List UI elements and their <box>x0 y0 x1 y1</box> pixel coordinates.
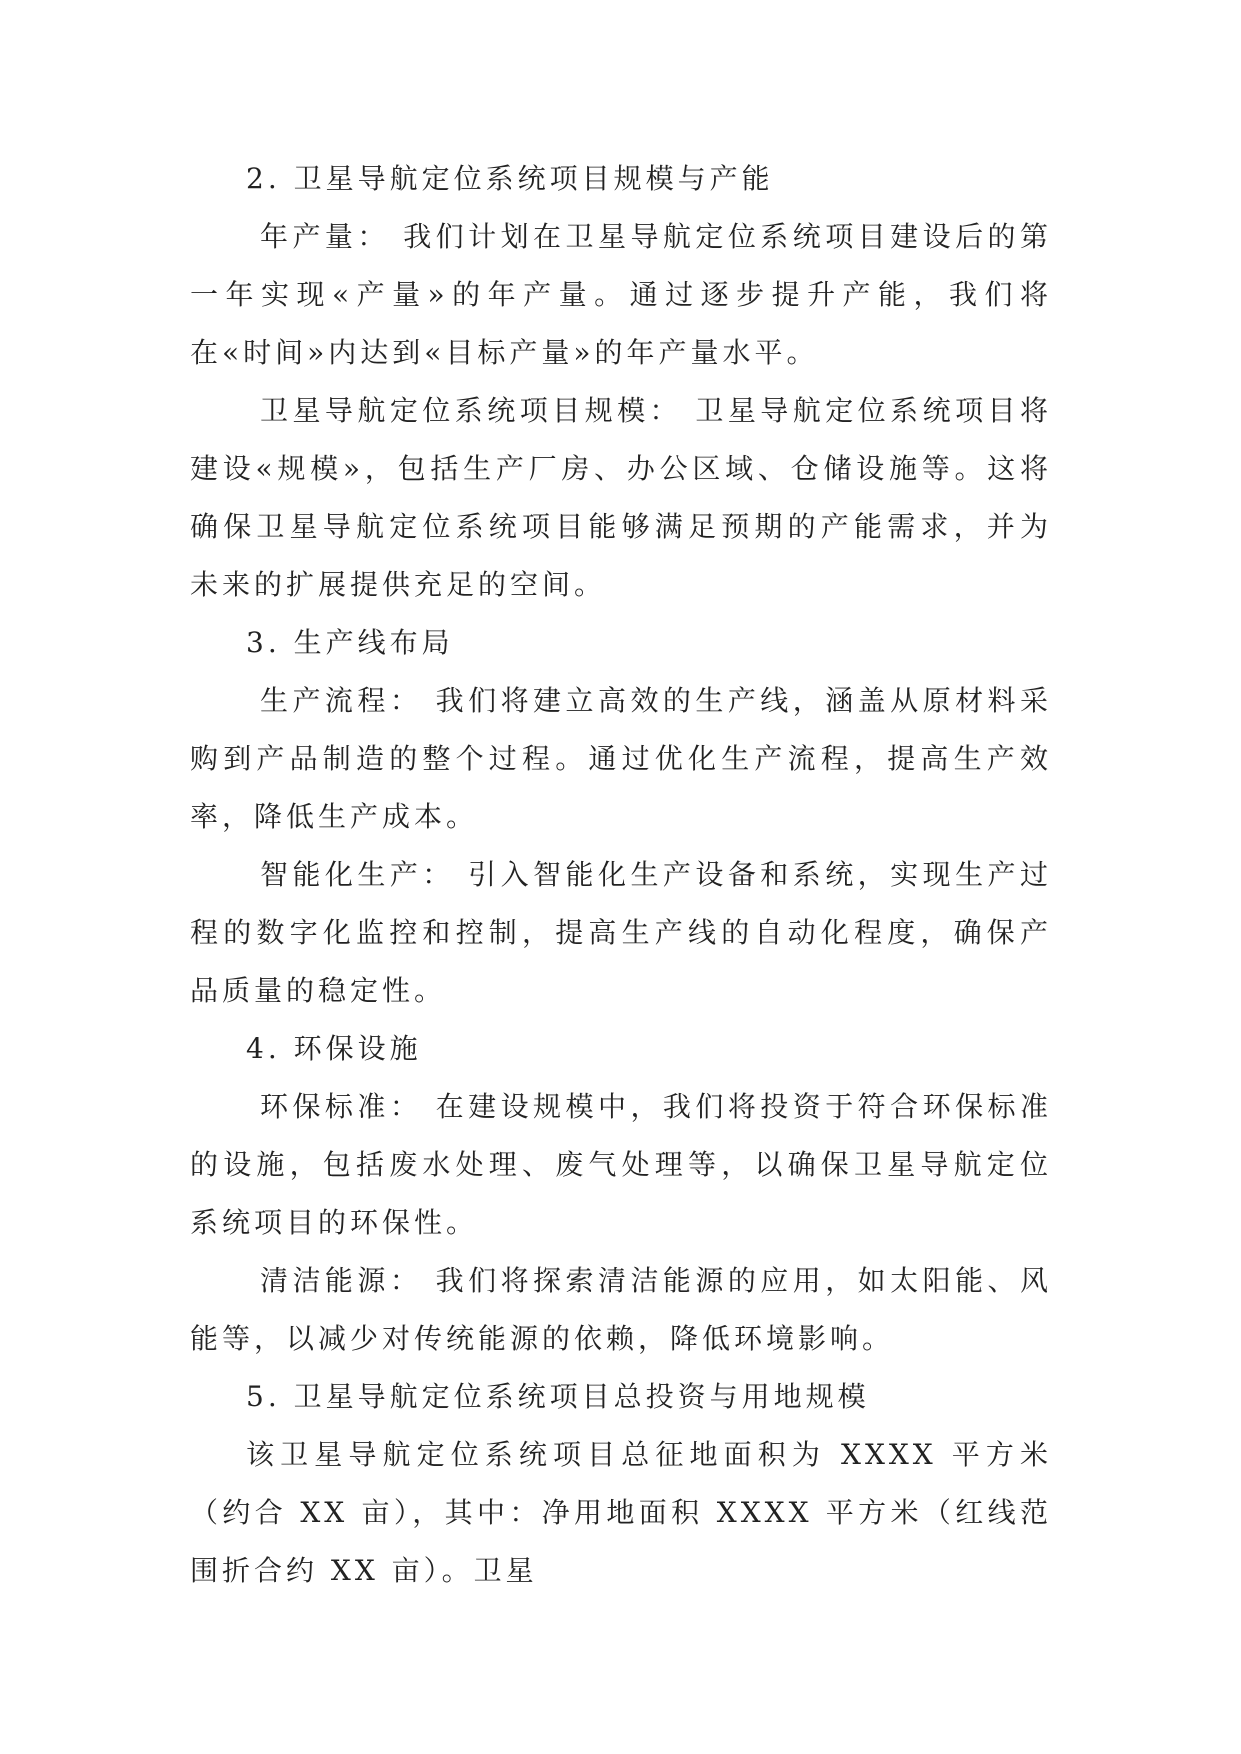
paragraph-smart-production: 智能化生产： 引入智能化生产设备和系统，实现生产过程的数字化监控和控制，提高生产线的自动化程度，确保产品质量的稳定性。 <box>190 858 1052 1007</box>
section-heading-2: 2. 卫星导航定位系统项目规模与产能 <box>246 162 774 195</box>
section-heading-4: 4. 环保设施 <box>246 1032 422 1065</box>
paragraph-land-use: 该卫星导航定位系统项目总征地面积为 XXXX 平方米（约合 XX 亩），其中：净用地面积 XXXX 平方米（红线范围折合约 XX 亩）。卫星 <box>190 1438 1052 1587</box>
paragraph-environmental-standards: 环保标准： 在建设规模中，我们将投资于符合环保标准的设施，包括废水处理、废气处理等，以确保卫星导航定位系统项目的环保性。 <box>190 1090 1052 1239</box>
section-heading-3: 3. 生产线布局 <box>246 626 454 659</box>
paragraph-annual-output: 年产量： 我们计划在卫星导航定位系统项目建设后的第一年实现«产量»的年产量。通过逐步提升产能，我们将在«时间»内达到«目标产量»的年产量水平。 <box>190 220 1052 369</box>
paragraph-clean-energy: 清洁能源： 我们将探索清洁能源的应用，如太阳能、风能等，以减少对传统能源的依赖，降低环境影响。 <box>190 1264 1052 1355</box>
document-body <box>190 150 1052 1600</box>
paragraph-project-scale: 卫星导航定位系统项目规模： 卫星导航定位系统项目将建设«规模»，包括生产厂房、办公区域、仓储设施等。这将确保卫星导航定位系统项目能够满足预期的产能需求，并为未来的扩展提供充足的空间。 <box>190 394 1052 601</box>
section-heading-5: 5. 卫星导航定位系统项目总投资与用地规模 <box>246 1380 870 1413</box>
paragraph-production-process: 生产流程： 我们将建立高效的生产线，涵盖从原材料采购到产品制造的整个过程。通过优化生产流程，提高生产效率，降低生产成本。 <box>190 684 1052 833</box>
